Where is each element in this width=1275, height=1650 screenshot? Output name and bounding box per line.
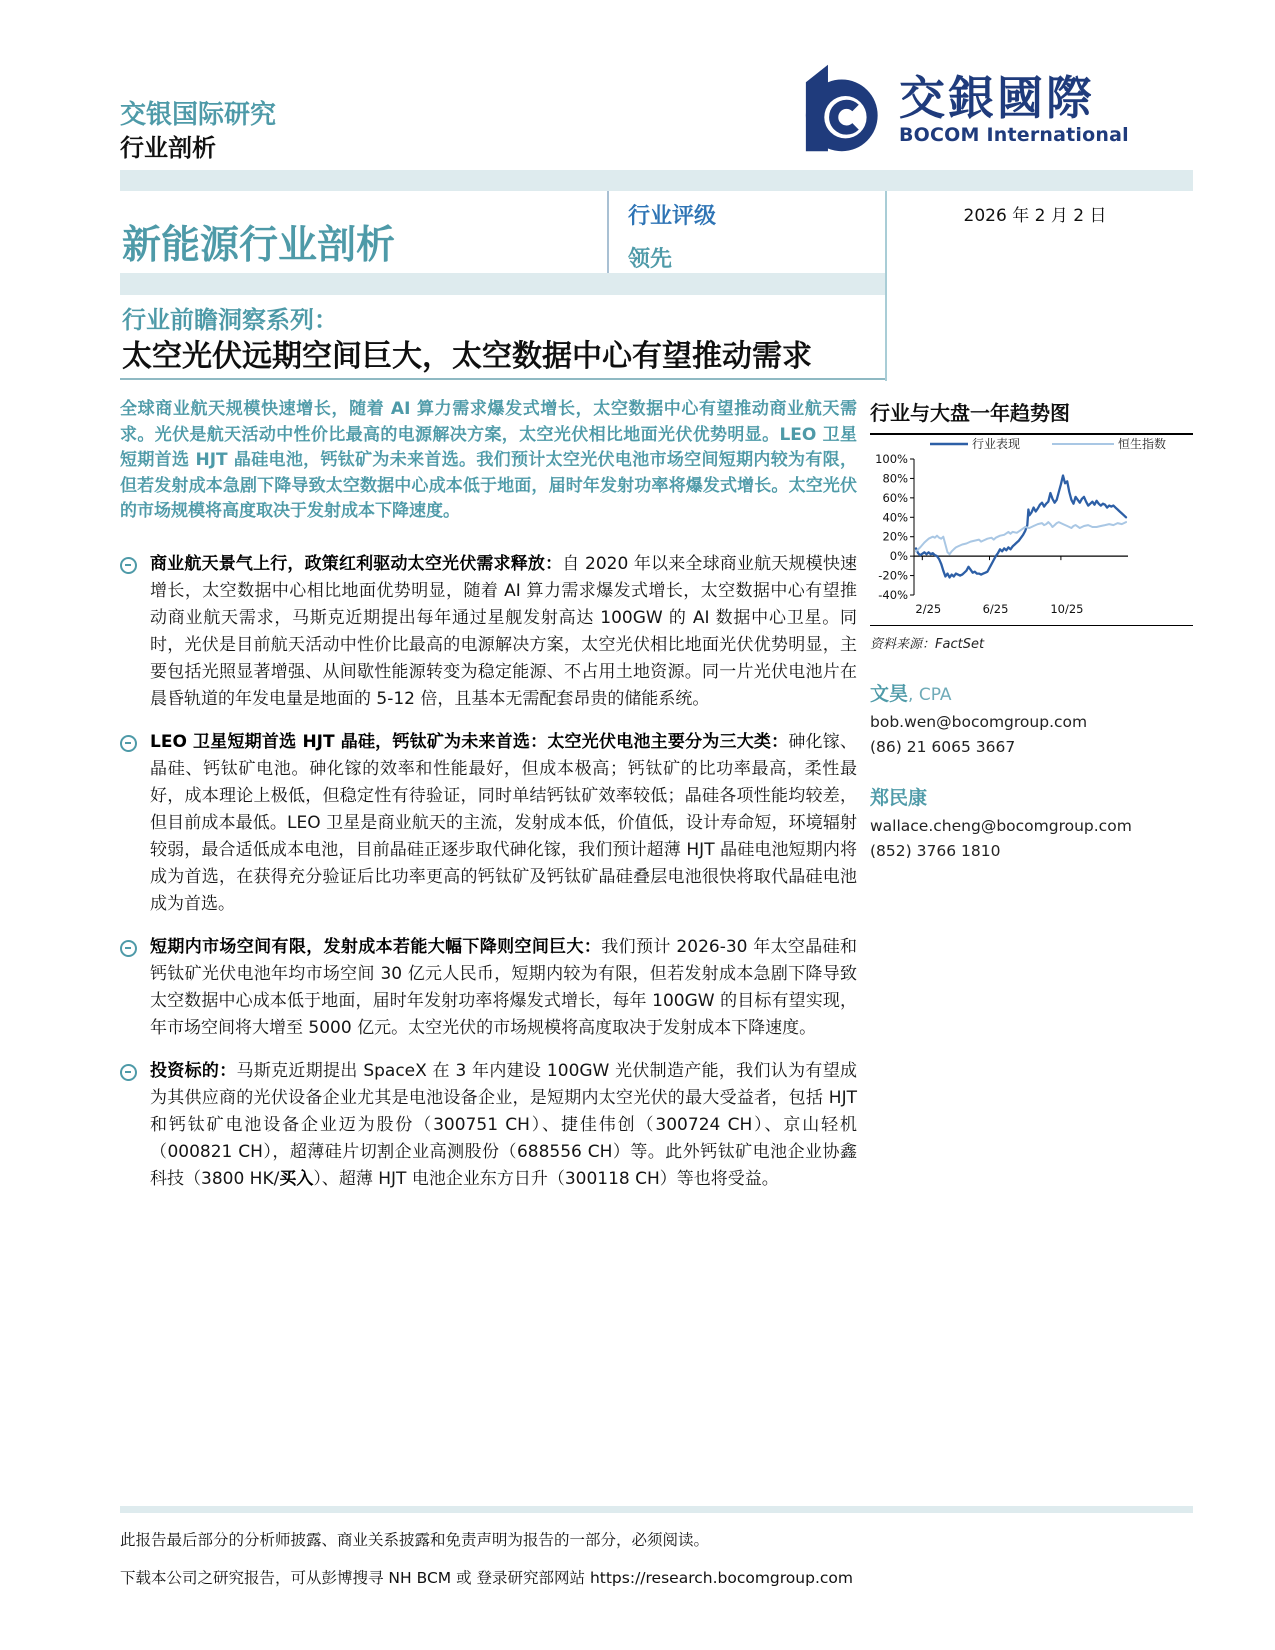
bullet-text: 投资标的：马斯克近期提出 SpaceX 在 3 年内建设 100GW 光伏制造产能，我们认为有望成为其供应商的光伏设备企业尤其是电池设备企业，是短期内太空光伏的最大受益者，包括 HJT 和钙钛矿电池设备企业迈为股份（300751 CH）、捷佳伟创（300724 CH）、京山轻机（000821 CH），超薄硅片切割企业高测股份（688556 CH）等。此外钙钛矿电池企业协鑫科技（3800 HK/买入）、超薄 HJT 电池企业东方日升（300118 CH）等也将受益。: [150, 1060, 857, 1189]
date-divider: [885, 191, 887, 381]
analyst-name: 文昊: [870, 683, 909, 705]
chart-source: 资料来源：FactSet: [870, 637, 985, 652]
series-label: 行业前瞻洞察系列：: [122, 306, 338, 334]
bocom-logo-icon: [793, 62, 885, 158]
rating-block: [628, 199, 716, 273]
report-subtitle: 太空光伏远期空间巨大，太空数据中心有望推动需求: [122, 339, 812, 374]
bullet-text: 短期内市场空间有限，发射成本若能大幅下降则空间巨大：我们预计 2026-30 年太空晶硅和钙钛矿光伏电池年均市场空间 30 亿元人民币，短期内较为有限，但若发射成本急剧下降导致太空数据中心成本低于地面，届时年发射功率将爆发式增长，每年 100GW 的目标有望实现，年市场空间将大增至 5000 亿元。太空光伏的市场规模将高度取决于发射成本下降速度。: [150, 936, 857, 1038]
bullet-marker-icon: [120, 1064, 137, 1081]
bocom-logo: [793, 62, 1129, 158]
footer-band: [120, 1506, 1193, 1513]
svg-text:40%: 40%: [882, 510, 908, 525]
bullet-item: [120, 729, 857, 918]
footer-disclosure: 此报告最后部分的分析师披露、商业关系披露和免责声明为报告的一部分，必须阅读。: [120, 1531, 710, 1549]
logo-english-name: BOCOM International: [899, 123, 1129, 146]
svg-text:0%: 0%: [889, 549, 908, 564]
report-date: 2026 年 2 月 2 日: [963, 206, 1107, 226]
bullet-marker-icon: [120, 940, 137, 957]
report-type-label: 行业剖析: [120, 134, 216, 162]
chart-bottom-rule: [870, 625, 1193, 626]
trend-chart: [870, 435, 1193, 623]
subtitle-band: [120, 273, 885, 295]
chart-title: 行业与大盘一年趋势图: [870, 397, 1193, 435]
svg-text:行业表现: 行业表现: [972, 437, 1021, 451]
analyst-card: [870, 679, 1193, 756]
main-column: [120, 397, 857, 1209]
svg-text:60%: 60%: [882, 490, 908, 505]
analyst-phone: (86) 21 6065 3667: [870, 738, 1016, 756]
department-label: 交银国际研究: [120, 100, 277, 130]
bullet-item: [120, 551, 857, 713]
footer-download-text: 下载本公司之研究报告，可从彭博搜寻 NH BCM 或 登录研究部网站: [120, 1569, 590, 1587]
bullet-item: [120, 1058, 857, 1193]
analyst-email[interactable]: wallace.cheng@bocomgroup.com: [870, 817, 1132, 835]
svg-text:2/25: 2/25: [915, 602, 942, 616]
page-title: 新能源行业剖析: [122, 223, 396, 268]
top-band: [120, 170, 1193, 191]
footer-research-url[interactable]: https://research.bocomgroup.com: [589, 1569, 853, 1587]
logo-chinese-name: 交銀國際: [899, 70, 1095, 125]
svg-text:恒生指数: 恒生指数: [1118, 437, 1167, 451]
bullet-marker-icon: [120, 735, 137, 752]
svg-text:80%: 80%: [882, 471, 908, 486]
rating-value: 领先: [628, 247, 673, 272]
footer-download: [120, 1566, 853, 1588]
analyst-credential: , CPA: [908, 685, 952, 705]
analyst-phone: (852) 3766 1810: [870, 842, 1001, 860]
sidebar: [870, 397, 1193, 860]
bullet-item: [120, 934, 857, 1042]
rating-label: 行业评级: [628, 204, 717, 229]
analyst-card: [870, 783, 1193, 860]
summary-paragraph: 全球商业航天规模快速增长，随着 AI 算力需求爆发式增长，太空数据中心有望推动商业航天需求。光伏是航天活动中性价比最高的电源解决方案，太空光伏相比地面光伏优势明显。LEO 卫星短期首选 HJT 晶硅电池，钙钛矿为未来首选。我们预计太空光伏电池市场空间短期内较为有限，但若发射成本急剧下降导致太空数据中心成本低于地面，届时年发射功率将爆发式增长。太空光伏的市场规模将高度取决于发射成本下降速度。: [120, 399, 857, 521]
analyst-name: 郑民康: [870, 787, 928, 809]
bullet-list: [120, 551, 857, 1193]
svg-text:6/25: 6/25: [982, 602, 1009, 616]
analyst-email[interactable]: bob.wen@bocomgroup.com: [870, 713, 1088, 731]
bullet-text: 商业航天景气上行，政策红利驱动太空光伏需求释放：自 2020 年以来全球商业航天规模快速增长，太空数据中心相比地面优势明显，随着 AI 算力需求爆发式增长，太空数据中心有望推动商业航天需求，马斯克近期提出每年通过星舰发射高达 100GW 的 AI 数据中心卫星。同时，光伏是目前航天活动中性价比最高的电源解决方案，太空光伏相比地面光伏优势明显，主要包括光照显著增强、从间歇性能源转变为稳定能源、不占用土地资源。同一片光伏电池片在晨昏轨道的年发电量是地面的 5-12 倍，且基本无需配套昂贵的储能系统。: [150, 553, 857, 709]
svg-text:20%: 20%: [882, 529, 908, 544]
subtitle-rule: [120, 378, 885, 380]
svg-text:100%: 100%: [875, 452, 908, 466]
bullet-text: LEO 卫星短期首选 HJT 晶硅，钙钛矿为未来首选：太空光伏电池主要分为三大类：砷化镓、晶硅、钙钛矿电池。砷化镓的效率和性能最好，但成本极高；钙钛矿的比功率最高，柔性最好，成本理论上极低，但稳定性有待验证，同时单结钙钛矿效率较低；晶硅各项性能均较差，但目前成本最低。LEO 卫星是商业航天的主流，发射成本低，价值低，设计寿命短，环境辐射较弱，最合适低成本电池，目前晶硅正逐步取代砷化镓，我们预计超薄 HJT 晶硅电池短期内将成为首选，在获得充分验证后比功率更高的钙钛矿及钙钛矿晶硅叠层电池很快将取代晶硅电池成为首选。: [150, 731, 857, 914]
bullet-marker-icon: [120, 557, 137, 574]
svg-text:-20%: -20%: [878, 568, 908, 583]
svg-text:10/25: 10/25: [1050, 602, 1084, 616]
svg-text:-40%: -40%: [878, 588, 908, 602]
